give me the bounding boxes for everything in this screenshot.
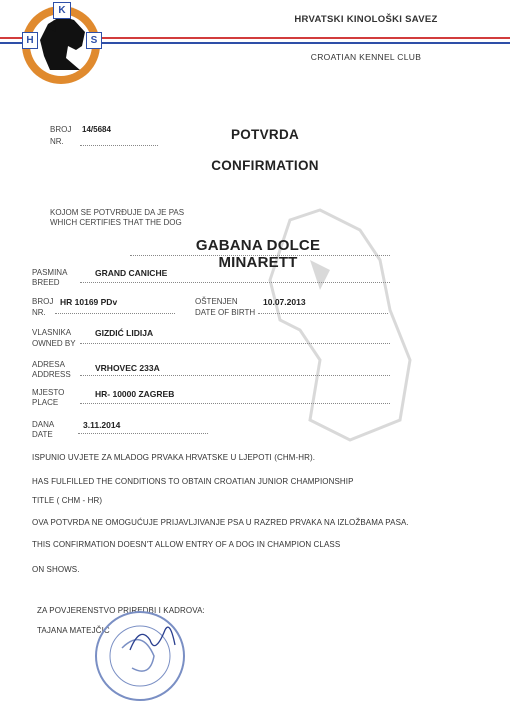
owner-underline	[80, 343, 390, 344]
number-value: 14/5684	[82, 125, 111, 134]
reg-label-en: NR.	[32, 308, 46, 317]
kennel-club-logo	[18, 2, 104, 88]
date-label-en: DATE	[32, 430, 53, 439]
breed-label-en: BREED	[32, 278, 60, 287]
dob-underline	[258, 313, 388, 314]
breed-value: GRAND CANICHE	[95, 268, 168, 278]
body-line-5: THIS CONFIRMATION DOESN'T ALLOW ENTRY OF A DOG IN CHAMPION CLASS	[32, 540, 341, 549]
reg-label-hr: BROJ	[32, 297, 54, 306]
body-line-4: OVA POTVRDA NE OMOGUĆUJE PRIJAVLJIVANJE PSA U RAZRED PRVAKA NA IZLOŽBAMA PASA.	[32, 518, 409, 527]
title-hr: POTVRDA	[230, 127, 300, 142]
breed-underline	[80, 282, 390, 283]
org-name-hr: HRVATSKI KINOLOŠKI SAVEZ	[294, 14, 438, 25]
dog-name-underline	[130, 255, 390, 256]
place-value: HR- 10000 ZAGREB	[95, 389, 175, 399]
place-underline	[80, 403, 390, 404]
dob-label-hr: OŠTENJEN	[195, 297, 238, 306]
date-label-hr: DANA	[32, 420, 55, 429]
signature	[120, 615, 190, 660]
body-line-1: ISPUNIO UVJETE ZA MLADOG PRVAKA HRVATSKE U LJEPOTI (CHM-HR).	[32, 453, 316, 462]
breed-label-hr: PASMINA	[32, 268, 68, 277]
dob-label-en: DATE OF BIRTH	[195, 308, 256, 317]
logo-letter-k: K	[53, 2, 71, 19]
address-label-hr: ADRESA	[32, 360, 65, 369]
org-name-en: CROATIAN KENNEL CLUB	[310, 52, 422, 62]
owner-label-hr: VLASNIKA	[32, 328, 72, 337]
committee-label: ZA POVJERENSTVO PRIREDBI I KADROVA:	[37, 606, 205, 615]
place-label-hr: MJESTO	[32, 388, 65, 397]
certify-hr: KOJOM SE POTVRĐUJE DA JE PAS	[50, 208, 185, 217]
signatory-name: TAJANA MATEJČIĆ	[37, 626, 110, 635]
number-underline	[80, 145, 158, 146]
logo-letter-h: H	[22, 32, 38, 49]
place-label-en: PLACE	[32, 398, 59, 407]
address-value: VRHOVEC 233A	[95, 363, 160, 373]
body-line-6: ON SHOWS.	[32, 565, 80, 574]
owner-label-en: OWNED BY	[32, 339, 76, 348]
certify-en: WHICH CERTIFIES THAT THE DOG	[50, 218, 182, 227]
reg-underline	[55, 313, 175, 314]
address-underline	[80, 375, 390, 376]
number-label-hr: BROJ	[50, 125, 72, 134]
owner-value: GIZDIĆ LIDIJA	[95, 328, 154, 338]
body-line-2: HAS FULFILLED THE CONDITIONS TO OBTAIN CROATIAN JUNIOR CHAMPIONSHIP	[32, 477, 354, 486]
date-underline	[78, 433, 208, 434]
dob-value: 10.07.2013	[263, 297, 306, 307]
logo-letter-s: S	[86, 32, 102, 49]
number-label-en: NR.	[50, 137, 64, 146]
reg-value: HR 10169 PDv	[60, 297, 118, 307]
address-label-en: ADDRESS	[32, 370, 71, 379]
date-value: 3.11.2014	[83, 420, 121, 430]
body-line-3: TITLE ( CHM - HR)	[32, 496, 103, 505]
title-en: CONFIRMATION	[211, 158, 319, 173]
dog-name: GABANA DOLCE MINARETT	[195, 237, 321, 271]
